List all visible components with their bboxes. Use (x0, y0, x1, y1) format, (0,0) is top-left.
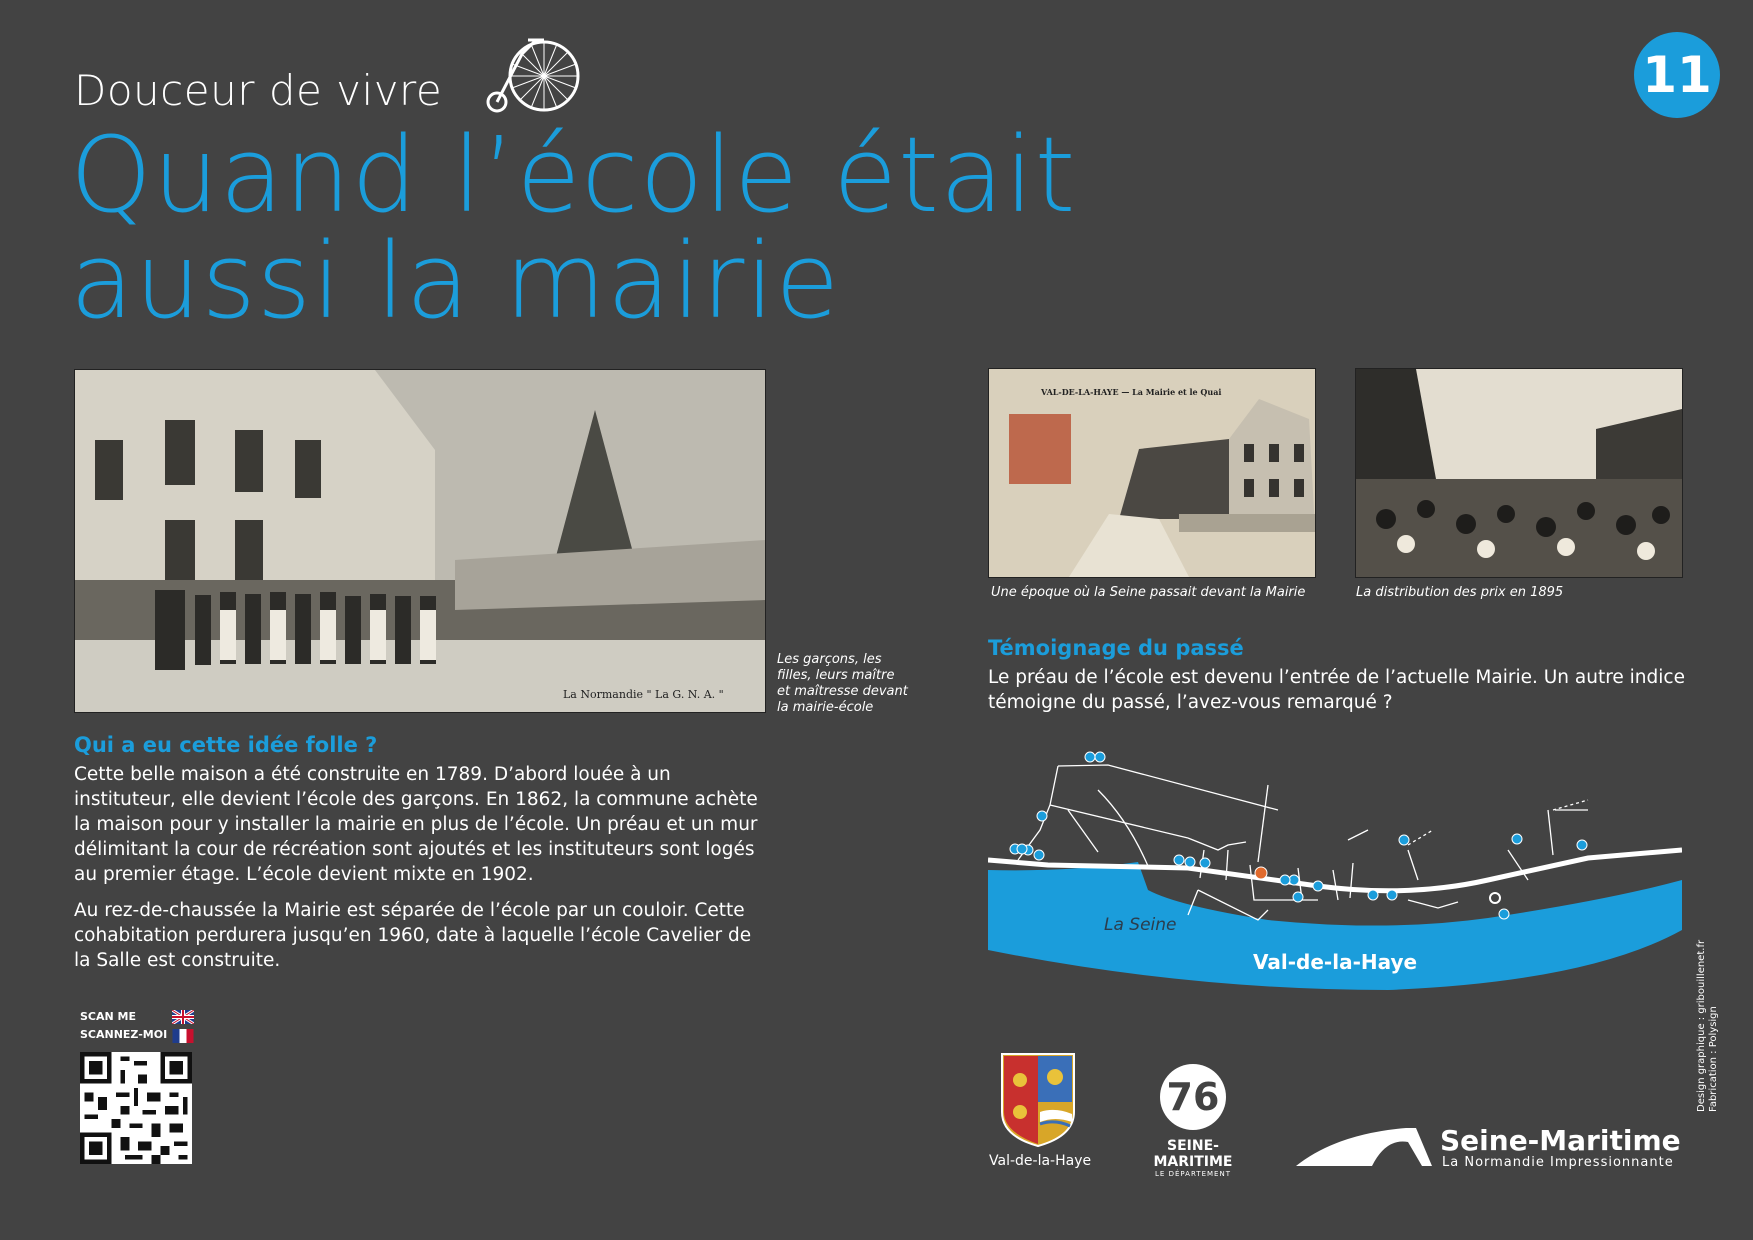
station-number-badge: 11 (1634, 32, 1720, 118)
town-label: Val-de-la-Haye (1253, 950, 1418, 974)
departement-76-logo (1143, 1064, 1243, 1178)
village-map (988, 750, 1682, 1000)
title-line-2: aussi la mairie (70, 220, 841, 342)
section-kicker: Douceur de vivre (74, 66, 443, 115)
paragraph-2: Au rez-de-chaussée la Mairie est séparée de l’école par un couloir. Cette cohabitation perdurera jusqu’en 1960, date à laquelle l’école Cavelier de la Salle est construite. (74, 900, 752, 971)
france-flag-icon (172, 1028, 194, 1042)
river-label: La Seine (1104, 915, 1177, 935)
photo1-caption: Une époque où la Seine passait devant la Mairie (991, 585, 1306, 600)
scan-me-label: SCAN ME (80, 1010, 137, 1023)
val-de-la-haye-coat-of-arms-icon (1000, 1052, 1076, 1148)
logo2-number: 76 (1160, 1064, 1226, 1130)
postcard-mairie-quai-photo (988, 368, 1316, 578)
section-title-right: Témoignage du passé (988, 636, 1244, 660)
page-title (70, 114, 1077, 342)
photo-caption-left: Les garçons, les filles, leurs maître et maîtresse devant la mairie-école (777, 652, 908, 715)
logo3-tagline: La Normandie Impressionnante (1442, 1155, 1674, 1170)
paragraph-1: Cette belle maison a été construite en 1789. D’abord louée à un instituteur, elle devient l’école des garçons. En 1862, la commune achète la maison pour y installer la mairie en plus de l’école. Un préau et un mur délimitant la cour de récréation sont ajoutés et les instituteurs sont logés au premier étage. L’école devient mixte en 1902. (74, 764, 758, 885)
logo2-sub: LE DÉPARTEMENT (1155, 1170, 1231, 1178)
scannez-moi-label: SCANNEZ-MOI (80, 1028, 168, 1041)
scan-labels (80, 1008, 167, 1044)
paragraph-right: Le préau de l’école est devenu l’entrée de l’actuelle Mairie. Un autre indice témoigne du passé, l’avez-vous remarqué ? (988, 667, 1685, 713)
seine-maritime-wave-icon (1296, 1124, 1432, 1166)
logo2-name: SEINE-MARITIME (1153, 1138, 1233, 1170)
postcard-text: VAL-DE-LA-HAYE — La Mairie et le Quai (1041, 387, 1222, 397)
penny-farthing-bicycle-icon (484, 32, 584, 114)
mairie-ecole-photo (74, 369, 766, 713)
qr-code[interactable] (80, 1052, 192, 1164)
title-line-1: Quand l’école était (70, 114, 1077, 236)
logo3-name: Seine-Maritime (1440, 1124, 1681, 1157)
photo-stamp: La Normandie " La G. N. A. " (563, 688, 724, 701)
design-credits: Design graphique : gribouillenet.fr Fabrication : Polysign (1696, 939, 1719, 1112)
uk-flag-icon (172, 1009, 194, 1023)
prize-distribution-photo (1355, 368, 1683, 578)
section-title-left: Qui a eu cette idée folle ? (74, 733, 378, 757)
photo2-caption: La distribution des prix en 1895 (1356, 585, 1564, 600)
logo1-label: Val-de-la-Haye (989, 1153, 1092, 1169)
